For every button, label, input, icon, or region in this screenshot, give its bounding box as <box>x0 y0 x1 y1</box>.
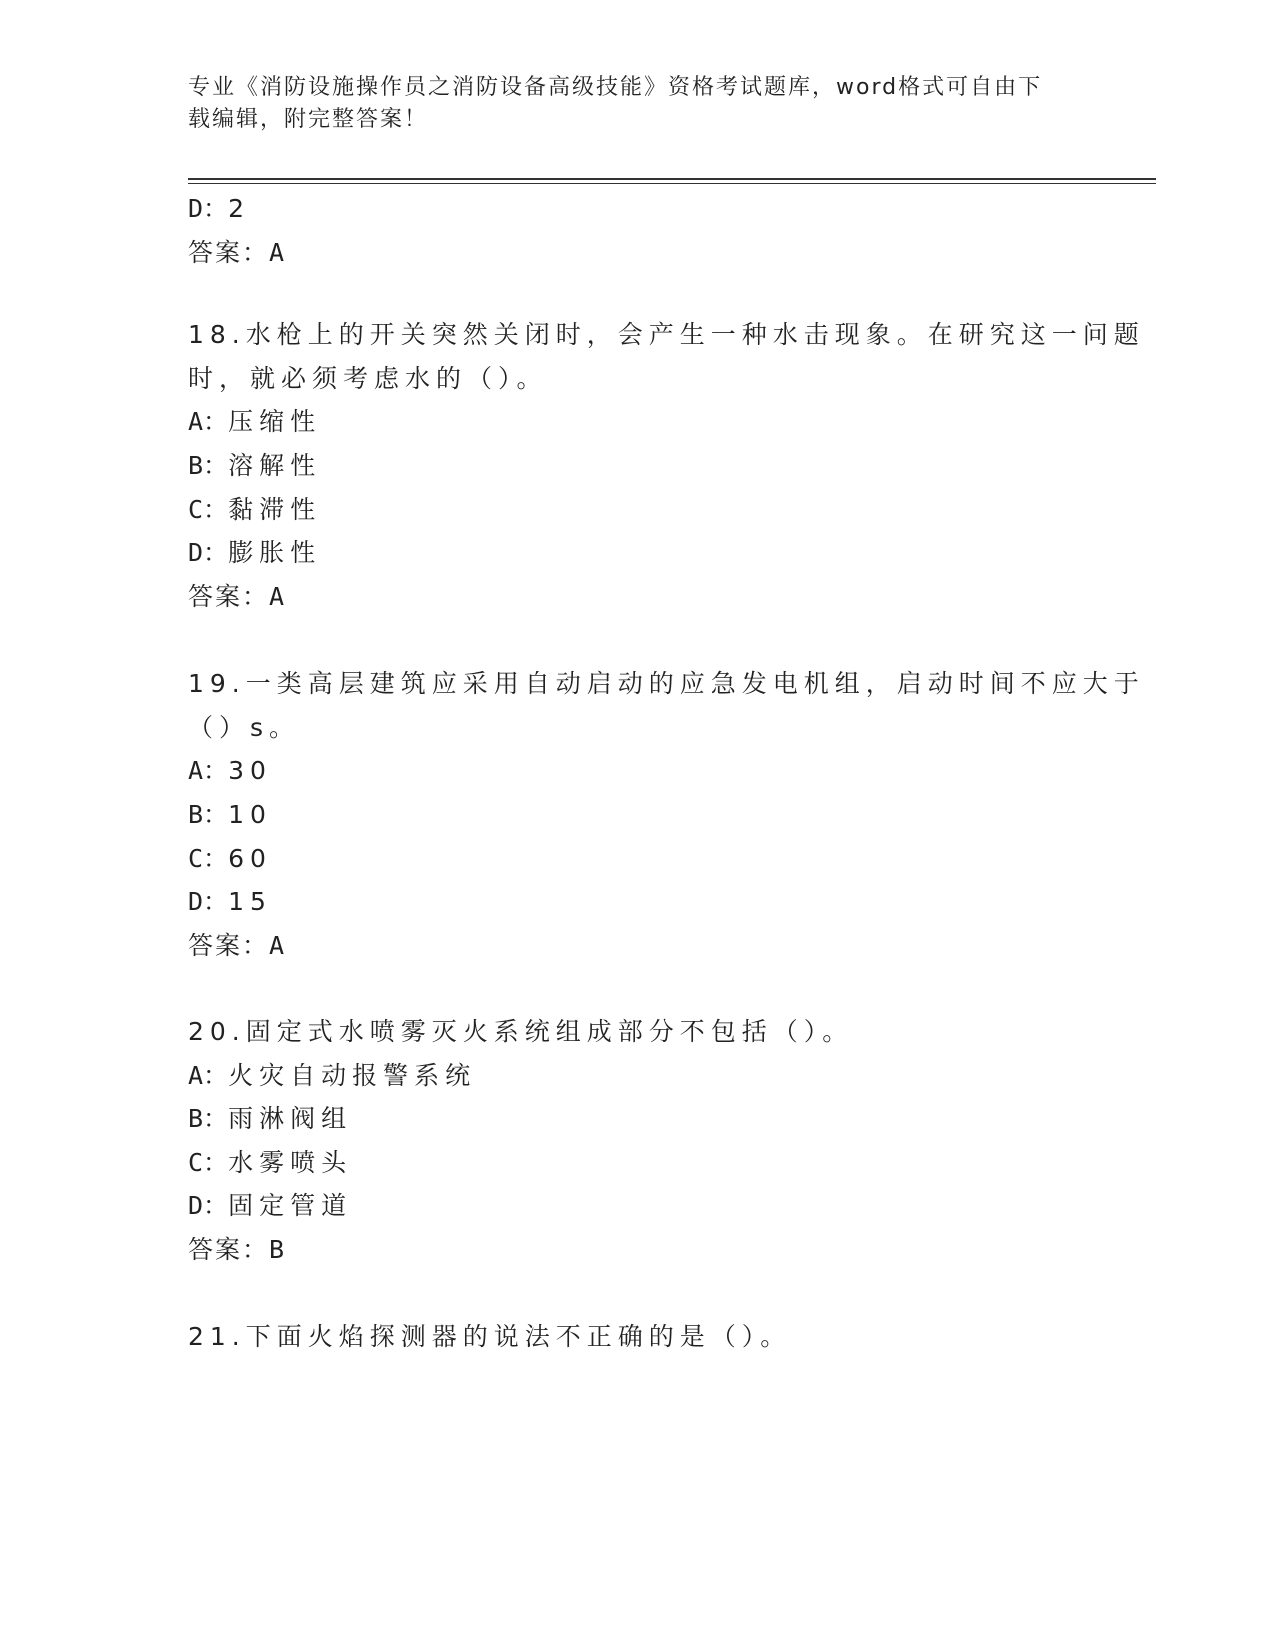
answer-value: A <box>269 582 287 611</box>
question-21-line-1: 21.下面火焰探测器的说法不正确的是（）。 <box>188 1322 792 1351</box>
option-text: 2 <box>228 194 250 223</box>
document-header <box>188 72 1088 136</box>
header-divider-thin <box>188 183 1156 184</box>
option-text: 固定管道 <box>228 1191 353 1220</box>
question-18-option-c <box>188 493 321 527</box>
question-20-option-c <box>188 1146 352 1180</box>
option-text: 膨胀性 <box>228 538 322 567</box>
answer-label: 答案： <box>188 582 270 611</box>
option-letter: A： <box>188 1061 229 1090</box>
option-text: 10 <box>228 800 272 829</box>
question-18-answer <box>188 580 286 614</box>
option-text: 30 <box>228 756 272 785</box>
question-20-option-a <box>188 1059 476 1093</box>
answer-value: A <box>269 931 287 960</box>
option-letter: C： <box>188 844 229 873</box>
option-letter: C： <box>188 1148 229 1177</box>
answer-label: 答案： <box>188 238 270 267</box>
question-19-option-d <box>188 885 272 919</box>
option-letter: C： <box>188 495 229 524</box>
option-text: 雨淋阀组 <box>228 1104 353 1133</box>
option-letter: B： <box>188 451 229 480</box>
question-20-option-d <box>188 1189 352 1223</box>
question-19-answer <box>188 929 286 963</box>
question-18-line-2: 时，就必须考虑水的（）。 <box>188 364 548 393</box>
option-text: 溶解性 <box>228 451 322 480</box>
answer-label: 答案： <box>188 1235 270 1264</box>
option-letter: A： <box>188 407 229 436</box>
question-18-option-b <box>188 449 321 483</box>
answer-value: A <box>269 238 287 267</box>
prev-option-d <box>188 192 250 226</box>
option-letter: B： <box>188 1104 229 1133</box>
option-letter: D： <box>188 1191 229 1220</box>
question-18-option-d <box>188 536 321 570</box>
question-19-line-2: （）s。 <box>188 713 301 742</box>
option-letter: D： <box>188 887 229 916</box>
question-20-option-b <box>188 1102 352 1136</box>
question-18-line-1: 18.水枪上的开关突然关闭时，会产生一种水击现象。在研究这一问题 <box>188 320 1145 349</box>
option-text: 水雾喷头 <box>228 1148 353 1177</box>
question-18-option-a <box>188 405 321 439</box>
option-text: 压缩性 <box>228 407 322 436</box>
question-20-line-1: 20.固定式水喷雾灭火系统组成部分不包括（）。 <box>188 1017 854 1046</box>
question-19-line-1: 19.一类高层建筑应采用自动启动的应急发电机组，启动时间不应大于 <box>188 669 1145 698</box>
option-letter: B： <box>188 800 229 829</box>
header-divider-thick <box>188 178 1156 180</box>
answer-label: 答案： <box>188 931 270 960</box>
header-line-1: 专业《消防设施操作员之消防设备高级技能》资格考试题库，word格式可自由下 <box>188 75 1043 100</box>
question-19-option-b <box>188 798 272 832</box>
option-letter: A： <box>188 756 229 785</box>
header-line-2: 载编辑，附完整答案！ <box>188 107 429 132</box>
option-letter: D： <box>188 194 229 223</box>
prev-answer <box>188 236 286 270</box>
question-19-option-c <box>188 842 272 876</box>
question-20-answer <box>188 1233 286 1267</box>
option-text: 15 <box>228 887 272 916</box>
option-text: 黏滞性 <box>228 495 322 524</box>
answer-value: B <box>269 1235 287 1264</box>
question-19-option-a <box>188 754 272 788</box>
option-text: 60 <box>228 844 272 873</box>
option-letter: D： <box>188 538 229 567</box>
option-text: 火灾自动报警系统 <box>228 1061 477 1090</box>
